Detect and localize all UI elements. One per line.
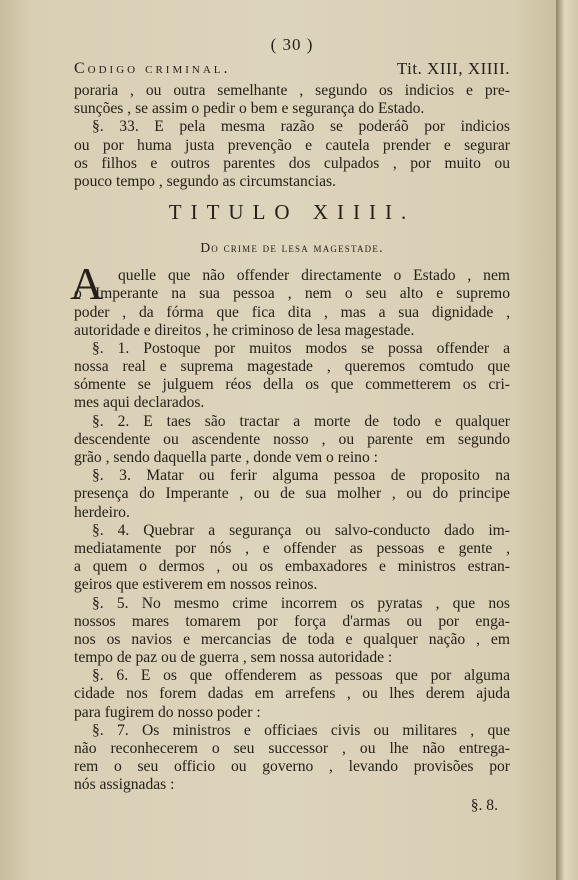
- paragraph-6: [74, 667, 510, 722]
- text-line: nossa real e suprema magestade , queremos comtudo que: [74, 358, 510, 376]
- text-line: nossos mares tomarem por força d'armas ou por enga-: [74, 612, 510, 630]
- text-line: quelle que não offender directamente o Estado , nem: [118, 267, 510, 285]
- text-line: sómente se julguem réos della os que commetterem os cri-: [74, 376, 510, 394]
- text-line: §. 1. Postoque por muitos modos se possa offender a: [92, 339, 510, 357]
- text-line: cidade nos forem dadas em arrefens , ou lhes derem ajuda: [74, 685, 510, 703]
- text-line: tempo de paz ou de guerra , sem nossa autoridade :: [74, 649, 393, 667]
- paragraph-2: [74, 413, 510, 468]
- text-line: poder , da fórma que fica dita , mas a sua dignidade ,: [74, 303, 510, 321]
- text-line: nós assignadas :: [74, 776, 175, 794]
- paragraph-3: [74, 467, 510, 522]
- paragraph-continued: [74, 82, 510, 118]
- text-line: herdeiro.: [74, 503, 130, 521]
- intro-paragraph: [70, 258, 510, 340]
- text-line: os filhos e outros parentes dos culpados , por muito ou: [74, 154, 510, 172]
- text-line: §. 3. Matar ou ferir alguma pessoa de proposito na: [92, 467, 510, 485]
- paragraph-33: [74, 118, 510, 191]
- title-heading: TITULO XIIII.: [168, 200, 416, 225]
- running-head: [74, 60, 510, 82]
- text-line: rem o seu officio ou governo , levando provisões por: [74, 758, 510, 776]
- text-line: para fugirem do nosso poder :: [74, 703, 261, 721]
- text-line: geiros que estiverem em nossos reinos.: [74, 576, 318, 594]
- section-subtitle: Do crime de lesa magestade.: [200, 240, 384, 256]
- text-line: pouco tempo , segundo as circumstancias.: [74, 172, 336, 190]
- text-line: §. 4. Quebrar a segurança ou salvo-conducto dado im-: [92, 521, 510, 539]
- catchword: §. 8.: [470, 796, 498, 814]
- text-line: §. 6. E os que offenderem as pessoas que por alguma: [92, 667, 510, 685]
- text-line: ou por huma justa prevenção e cautela prender e segurar: [74, 136, 510, 154]
- text-line: §. 2. E taes são tractar a morte de todo e qualquer: [92, 412, 510, 430]
- text-line: descendente ou ascendente nosso , ou parente em segundo: [74, 430, 510, 448]
- text-line: §. 7. Os ministros e officiaes civis ou militares , que: [92, 721, 510, 739]
- text-line: mediatamente por nós , e offender as pessoas e gente ,: [74, 539, 510, 557]
- running-head-right: Tit. XIII, XIIII.: [396, 59, 510, 78]
- paragraph-7: [74, 722, 510, 795]
- text-line: mes aqui declarados.: [74, 394, 205, 412]
- running-head-left: Codigo criminal.: [74, 60, 231, 77]
- drop-cap: A: [70, 258, 104, 310]
- text-line: não reconhecerem o seu successor , ou lhe não entrega-: [74, 740, 510, 757]
- text-line: grão , sendo daquella parte , donde vem o reino :: [74, 449, 378, 466]
- text-line: §. 33. E pela mesma razão se poderáõ por indicios: [92, 118, 510, 136]
- paragraph-4: [74, 522, 510, 595]
- page-text-block: [70, 35, 510, 815]
- text-line: §. 5. No mesmo crime incorrem os pyratas , que nos: [92, 594, 510, 612]
- text-line: presença do Imperante , ou de sua molher , ou do principe: [74, 485, 510, 503]
- paragraph-5: [74, 595, 510, 668]
- text-line: poraria , ou outra semelhante , segundo os indicios e pre-: [74, 82, 510, 99]
- text-line: sunções , se assim o pedir o bem e segurança do Estado.: [74, 100, 425, 118]
- text-line: a quem o dermos , ou os embaxadores e ministros estran-: [74, 558, 510, 576]
- paragraph-1: [74, 340, 510, 413]
- text-line: nos os navios e mercancias de toda e qualquer nação , em: [74, 630, 510, 648]
- text-line: o Imperante na sua pessoa , nem o seu alto e supremo: [74, 285, 510, 303]
- page-edge: [556, 0, 578, 880]
- text-line: autoridade e direitos , he criminoso de lesa magestade.: [74, 321, 415, 339]
- page-number: ( 30 ): [270, 35, 314, 54]
